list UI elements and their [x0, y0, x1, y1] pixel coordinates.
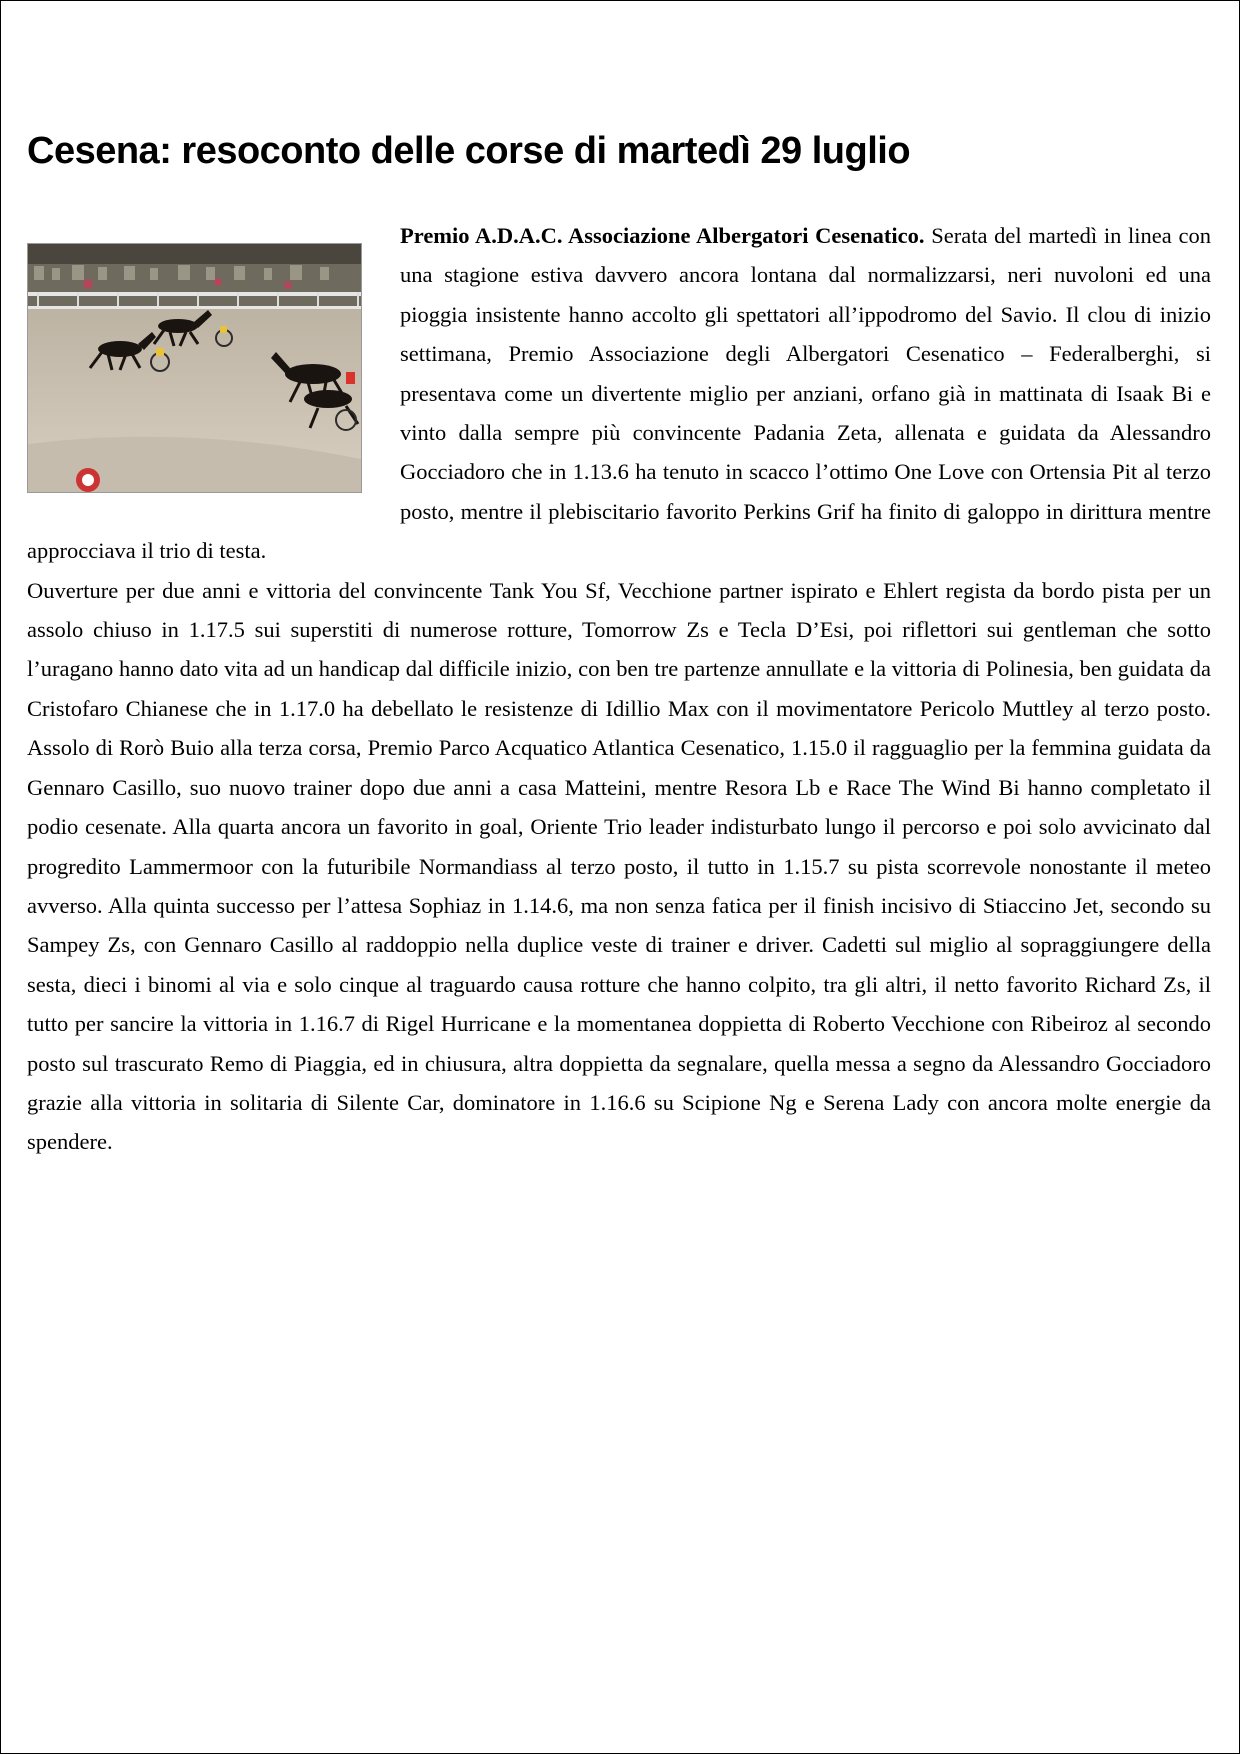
- body-paragraph: Ouverture per due anni e vittoria del convincente Tank You Sf, Vecchione partner ispirato e Ehlert regista da bordo pista per un assolo chiuso in 1.17.5 sui superstiti di numerose rotture, Tomorrow Zs e Tecla D’Esi, poi riflettori sui gentleman che sotto l’uragano hanno dato vita ad un handicap dal difficile inizio, con ben tre partenze annullate e la vittoria di Polinesia, ben guidata da Cristofaro Chianese che in 1.17.0 ha debellato le resistenze di Idillio Max con il movimentatore Pericolo Muttley al terzo posto. Assolo di Rorò Buio alla terza corsa, Premio Parco Acquatico Atlantica Cesenatico, 1.15.0 il ragguaglio per la femmina guidata da Gennaro Casillo, suo nuovo trainer dopo due anni a casa Matteini, mentre Resora Lb e Race The Wind Bi hanno completato il podio cesenate. Alla quarta ancora un favorito in goal, Oriente Trio leader indisturbato lungo il percorso e poi solo avvicinato dal progredito Lammermoor con la futuribile Normandiass al terzo posto, il tutto in 1.15.7 su pista scorrevole nonostante il meteo avverso. Alla quinta successo per l’attesa Sophiaz in 1.14.6, ma non senza fatica per il finish incisivo di Stiaccino Jet, secondo su Sampey Zs, con Gennaro Casillo al raddoppio nella duplice veste di trainer e driver. Cadetti sul miglio al sopraggiungere della sesta, dieci i binomi al via e solo cinque al traguardo causa rotture che hanno colpito, tra gli altri, il netto favorito Richard Zs, il tutto per sancire la vittoria in 1.16.7 di Rigel Hurricane e la momentanea doppietta di Roberto Vecchione con Ribeiroz al secondo posto sul trascurato Remo di Piaggia, ed in chiusura, altra doppietta da segnalare, quella messa a segno da Alessandro Gocciadoro grazie alla vittoria in solitaria di Silente Car, dominatore in 1.16.6 su Scipione Ng e Serena Lady con ancora molte energie da spendere.: [27, 577, 1211, 1155]
- lead-heading: Premio A.D.A.C. Associazione Albergatori Cesenatico.: [400, 223, 925, 248]
- article-body: [27, 216, 1211, 1162]
- lead-text: Serata del martedì in linea con una stagione estiva davvero ancora lontana dal normalizzarsi, neri nuvoloni ed una pioggia insistente hanno accolto gli spettatori all’ippodromo del Savio. Il clou di inizio settimana, Premio Associazione degli Albergatori Cesenatico – Federalberghi, si presentava come un divertente miglio per anziani, orfano già in mattinata di Isaak Bi e vinto dalla sempre più convincente Padania Zeta, allenata e guidata da Alessandro Gocciadoro che in 1.13.6 ha tenuto in scacco l’ottimo One Love con Ortensia Pit al terzo posto, mentre il plebiscitario favorito Perkins Grif ha finito di galoppo in dirittura mentre approcciava il trio di testa.: [27, 223, 1211, 564]
- harness-racing-photo: [27, 243, 362, 493]
- article-title: Cesena: resoconto delle corse di martedì 29 luglio: [27, 130, 911, 172]
